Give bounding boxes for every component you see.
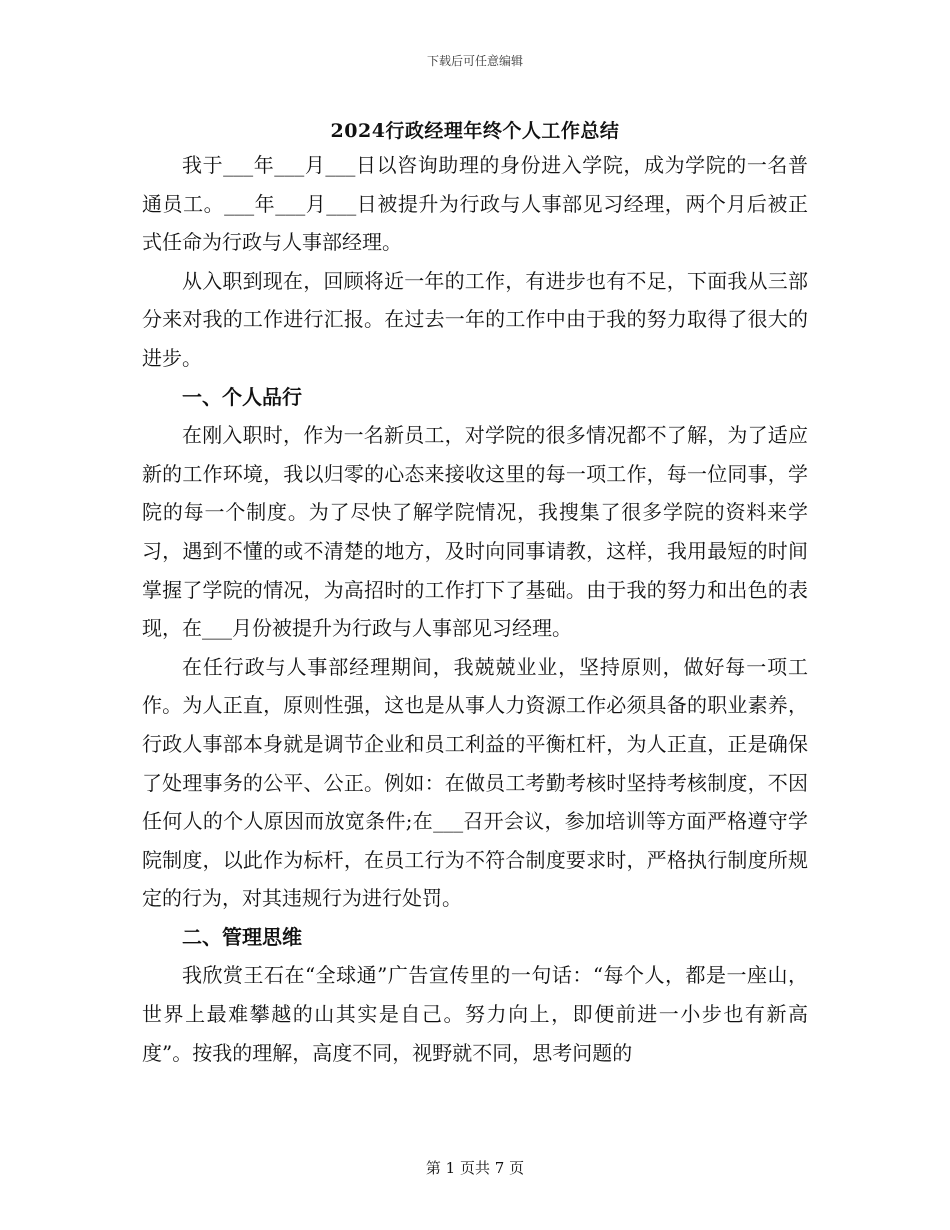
paragraph-4: 在任行政与人事部经理期间，我兢兢业业，坚持原则，做好每一项工作。为人正直，原则性强，这也是从事人力资源工作必须具备的职业素养，行政人事部本身就是调节企业和员工利益的平衡杠杆，为人正直，正是确保了处理事务的公平、公正。例如：在做员工考勤考核时坚持考核制度，不因任何人的个人原因而放宽条件;在___召开会议，参加培训等方面严格遵守学院制度，以此作为标杆，在员工行为不符合制度要求时，严格执行制度所规定的行为，对其违规行为进行处罚。 <box>142 654 808 911</box>
header-note: 下载后可任意编辑 <box>426 54 523 68</box>
document-body <box>142 146 808 1072</box>
paragraph-5: 我欣赏王石在“全球通”广告宣传里的一句话：“每个人，都是一座山，世界上最难攀越的山其实是自己。努力向上，即便前进一小步也有新高度”。按我的理解，高度不同，视野就不同，思考问题的 <box>142 963 808 1065</box>
document-title: 2024行政经理年终个人工作总结 <box>330 120 620 142</box>
paragraph-3: 在刚入职时，作为一名新员工，对学院的很多情况都不了解，为了适应新的工作环境，我以归零的心态来接收这里的每一项工作，每一位同事，学院的每一个制度。为了尽快了解学院情况，我搜集了很多学院的资料来学习，遇到不懂的或不清楚的地方，及时向同事请教，这样，我用最短的时间掌握了学院的情况，为高招时的工作打下了基础。由于我的努力和出色的表现，在___月份被提升为行政与人事部见习经理。 <box>142 423 808 641</box>
paragraph-1: 我于___年___月___日以咨询助理的身份进入学院，成为学院的一名普通员工。___年___月___日被提升为行政与人事部见习经理，两个月后被正式任命为行政与人事部经理。 <box>142 153 808 255</box>
page-number: 第 1 页共 7 页 <box>425 1159 525 1177</box>
section-heading-1: 一、个人品行 <box>182 384 302 409</box>
section-heading-2: 二、管理思维 <box>182 924 302 949</box>
paragraph-2: 从入职到现在，回顾将近一年的工作，有进步也有不足，下面我从三部分来对我的工作进行汇报。在过去一年的工作中由于我的努力取得了很大的进步。 <box>142 268 808 370</box>
